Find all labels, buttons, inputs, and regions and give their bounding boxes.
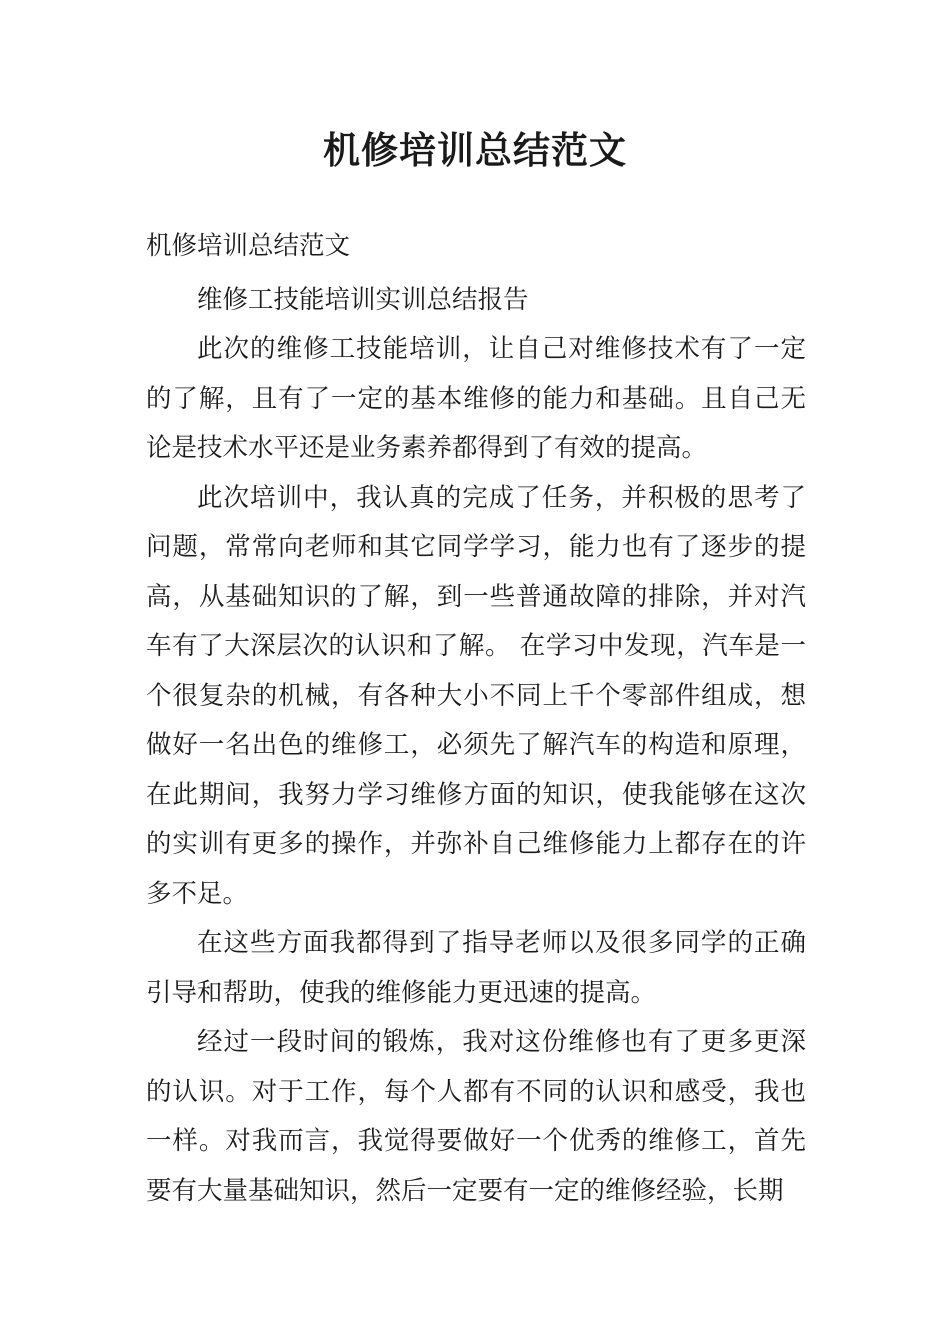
body-heading: 机修培训总结范文 xyxy=(146,231,351,261)
body-subtitle: 维修工技能培训实训总结报告 xyxy=(197,284,529,315)
paragraph-3: 在这些方面我都得到了指导老师以及很多同学的正确引导和帮助，使我的维修能力更迅速的提高。 xyxy=(146,928,806,1008)
document-body xyxy=(146,222,806,1216)
paragraph-1: 此次的维修工技能培训，让自己对维修技术有了一定的了解，且有了一定的基本维修的能力和基础。且自己无论是技术水平还是业务素养都得到了有效的提高。 xyxy=(146,334,806,463)
document-title: 机修培训总结范文 xyxy=(323,129,627,172)
paragraph-2: 此次培训中，我认真的完成了任务，并积极的思考了问题，常常向老师和其它同学学习，能力也有了逐步的提高，从基础知识的了解，到一些普通故障的排除，并对汽车有了大深层次的认识和了解。 在学习中发现，汽车是一个很复杂的机械，有各种大小不同上千个零部件组成，想做好一名出色的维修工，必须先了解汽车的构造和原理，在此期间，我努力学习维修方面的知识，使我能够在这次的实训有更多的操作，并弥补自己维修能力上都存在的许多不足。 xyxy=(146,482,806,909)
paragraph-4: 经过一段时间的锻炼，我对这份维修也有了更多更深的认识。对于工作，每个人都有不同的认识和感受，我也一样。对我而言，我觉得要做好一个优秀的维修工，首先要有大量基础知识，然后一定要有一定的维修经验，长期 xyxy=(146,1027,806,1206)
